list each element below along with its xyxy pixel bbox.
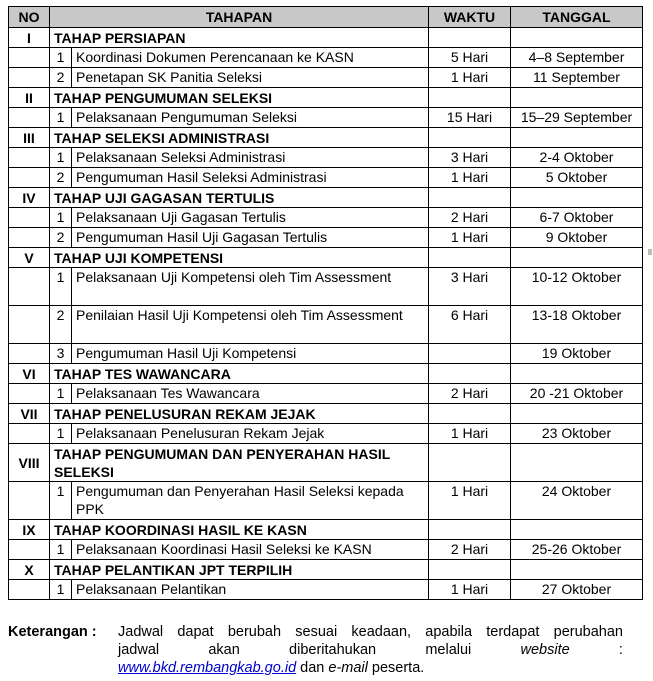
- activity-no-empty: [9, 228, 50, 248]
- stage-waktu-empty: [429, 560, 511, 580]
- stage-tanggal-empty: [511, 520, 643, 540]
- stage-title: TAHAP UJI GAGASAN TERTULIS: [50, 188, 429, 208]
- stage-number: VI: [9, 364, 50, 384]
- activity-name: Penetapan SK Panitia Seleksi: [72, 68, 429, 88]
- activity-row: [9, 148, 643, 168]
- activity-no-empty: [9, 540, 50, 560]
- stage-waktu-empty: [429, 188, 511, 208]
- activity-tanggal: 9 Oktober: [511, 228, 643, 248]
- activity-name: Pelaksanaan Tes Wawancara: [72, 384, 429, 404]
- activity-number: 1: [50, 424, 72, 444]
- stage-number: IX: [9, 520, 50, 540]
- note-line-2: [118, 641, 623, 659]
- note-body: [118, 623, 623, 677]
- website-link[interactable]: www.bkd.rembangkab.go.id: [118, 660, 297, 676]
- activity-waktu: 2 Hari: [429, 384, 511, 404]
- activity-row: [9, 580, 643, 600]
- stage-row: [9, 248, 643, 268]
- activity-name: Penilaian Hasil Uji Kompetensi oleh Tim Assessment: [72, 306, 429, 344]
- activity-number: 1: [50, 108, 72, 128]
- activity-no-empty: [9, 306, 50, 344]
- stage-waktu-empty: [429, 88, 511, 108]
- activity-row: [9, 384, 643, 404]
- header-tanggal: TANGGAL: [511, 7, 643, 28]
- activity-no-empty: [9, 148, 50, 168]
- activity-waktu: [429, 344, 511, 364]
- activity-tanggal: 20 -21 Oktober: [511, 384, 643, 404]
- activity-number: 1: [50, 482, 72, 520]
- stage-tanggal-empty: [511, 188, 643, 208]
- activity-waktu: 1 Hari: [429, 228, 511, 248]
- stage-row: [9, 444, 643, 482]
- note-email: e-mail: [328, 660, 368, 676]
- activity-name: Pelaksanaan Uji Kompetensi oleh Tim Assessment: [72, 268, 429, 306]
- note-label: Keterangan :: [8, 624, 97, 640]
- activity-waktu: 1 Hari: [429, 482, 511, 520]
- header-tahapan: TAHAPAN: [50, 7, 429, 28]
- stage-row: [9, 364, 643, 384]
- stage-waktu-empty: [429, 364, 511, 384]
- activity-no-empty: [9, 344, 50, 364]
- activity-name: Pelaksanaan Uji Gagasan Tertulis: [72, 208, 429, 228]
- activity-row: [9, 228, 643, 248]
- stage-title: TAHAP KOORDINASI HASIL KE KASN: [50, 520, 429, 540]
- stage-row: [9, 560, 643, 580]
- activity-number: 1: [50, 48, 72, 68]
- activity-no-empty: [9, 424, 50, 444]
- activity-waktu: 1 Hari: [429, 580, 511, 600]
- activity-tanggal: 25-26 Oktober: [511, 540, 643, 560]
- stage-number: VIII: [9, 444, 50, 482]
- activity-tanggal: 2-4 Oktober: [511, 148, 643, 168]
- activity-waktu: 2 Hari: [429, 540, 511, 560]
- activity-row: [9, 48, 643, 68]
- activity-number: 2: [50, 228, 72, 248]
- note-word: website: [520, 642, 570, 658]
- note-tail: peserta.: [367, 660, 425, 676]
- stage-number: IV: [9, 188, 50, 208]
- note-word: melalui: [425, 642, 472, 658]
- activity-row: [9, 208, 643, 228]
- activity-no-empty: [9, 108, 50, 128]
- schedule-table: [8, 6, 643, 600]
- stage-number: I: [9, 28, 50, 48]
- stage-row: [9, 188, 643, 208]
- activity-no-empty: [9, 384, 50, 404]
- stage-number: II: [9, 88, 50, 108]
- stage-number: X: [9, 560, 50, 580]
- activity-number: 1: [50, 540, 72, 560]
- activity-name: Pengumuman Hasil Seleksi Administrasi: [72, 168, 429, 188]
- stage-title: TAHAP SELEKSI ADMINISTRASI: [50, 128, 429, 148]
- stage-row: [9, 128, 643, 148]
- activity-tanggal: 11 September: [511, 68, 643, 88]
- stage-row: [9, 88, 643, 108]
- activity-number: 1: [50, 268, 72, 306]
- stage-tanggal-empty: [511, 560, 643, 580]
- stage-title: TAHAP PENGUMUMAN DAN PENYERAHAN HASIL SELEKSI: [50, 444, 429, 482]
- note-word: jadwal: [118, 642, 160, 658]
- activity-tanggal: 4–8 September: [511, 48, 643, 68]
- activity-row: [9, 68, 643, 88]
- activity-name: Pengumuman Hasil Uji Kompetensi: [72, 344, 429, 364]
- activity-name: Pelaksanaan Koordinasi Hasil Seleksi ke KASN: [72, 540, 429, 560]
- activity-waktu: 1 Hari: [429, 68, 511, 88]
- activity-name: Pelaksanaan Pengumuman Seleksi: [72, 108, 429, 128]
- activity-tanggal: 19 Oktober: [511, 344, 643, 364]
- activity-no-empty: [9, 68, 50, 88]
- stage-tanggal-empty: [511, 128, 643, 148]
- activity-number: 1: [50, 148, 72, 168]
- activity-name: Pengumuman Hasil Uji Gagasan Tertulis: [72, 228, 429, 248]
- activity-row: [9, 108, 643, 128]
- stage-title: TAHAP TES WAWANCARA: [50, 364, 429, 384]
- note-line-1: Jadwal dapat berubah sesuai keadaan, apabila terdapat perubahan: [118, 624, 623, 640]
- activity-number: 2: [50, 306, 72, 344]
- activity-name: Pelaksanaan Seleksi Administrasi: [72, 148, 429, 168]
- header-waktu: WAKTU: [429, 7, 511, 28]
- stage-tanggal-empty: [511, 28, 643, 48]
- activity-no-empty: [9, 268, 50, 306]
- stage-title: TAHAP PELANTIKAN JPT TERPILIH: [50, 560, 429, 580]
- activity-row: [9, 306, 643, 344]
- activity-row: [9, 268, 643, 306]
- activity-tanggal: 24 Oktober: [511, 482, 643, 520]
- activity-number: 1: [50, 580, 72, 600]
- stage-waktu-empty: [429, 520, 511, 540]
- stage-row: [9, 28, 643, 48]
- activity-no-empty: [9, 168, 50, 188]
- note-line-3: [118, 660, 424, 676]
- activity-waktu: 2 Hari: [429, 208, 511, 228]
- stage-tanggal-empty: [511, 404, 643, 424]
- stage-tanggal-empty: [511, 248, 643, 268]
- stage-number: V: [9, 248, 50, 268]
- stage-number: III: [9, 128, 50, 148]
- activity-tanggal: 13-18 Oktober: [511, 306, 643, 344]
- stage-number: VII: [9, 404, 50, 424]
- activity-waktu: 5 Hari: [429, 48, 511, 68]
- stage-waktu-empty: [429, 248, 511, 268]
- note-between: dan: [296, 660, 329, 676]
- activity-tanggal: 5 Oktober: [511, 168, 643, 188]
- activity-waktu: 15 Hari: [429, 108, 511, 128]
- activity-name: Pelaksanaan Pelantikan: [72, 580, 429, 600]
- activity-number: 1: [50, 208, 72, 228]
- activity-no-empty: [9, 48, 50, 68]
- activity-row: [9, 540, 643, 560]
- activity-row: [9, 168, 643, 188]
- activity-no-empty: [9, 208, 50, 228]
- activity-no-empty: [9, 482, 50, 520]
- page-edge-mark: [648, 249, 652, 255]
- activity-number: 2: [50, 168, 72, 188]
- header-no: NO: [9, 7, 50, 28]
- stage-waktu-empty: [429, 404, 511, 424]
- stage-waktu-empty: [429, 444, 511, 482]
- activity-waktu: 1 Hari: [429, 424, 511, 444]
- activity-tanggal: 10-12 Oktober: [511, 268, 643, 306]
- stage-row: [9, 404, 643, 424]
- activity-tanggal: 15–29 September: [511, 108, 643, 128]
- activity-number: 1: [50, 384, 72, 404]
- stage-tanggal-empty: [511, 88, 643, 108]
- activity-number: 3: [50, 344, 72, 364]
- stage-waktu-empty: [429, 128, 511, 148]
- activity-number: 2: [50, 68, 72, 88]
- activity-tanggal: 27 Oktober: [511, 580, 643, 600]
- activity-tanggal: 23 Oktober: [511, 424, 643, 444]
- activity-name: Pelaksanaan Penelusuran Rekam Jejak: [72, 424, 429, 444]
- stage-row: [9, 520, 643, 540]
- stage-waktu-empty: [429, 28, 511, 48]
- note-word: :: [618, 642, 623, 658]
- table-header-row: [9, 7, 643, 28]
- activity-waktu: 6 Hari: [429, 306, 511, 344]
- activity-name: Pengumuman dan Penyerahan Hasil Seleksi kepada PPK: [72, 482, 429, 520]
- activity-row: [9, 424, 643, 444]
- stage-title: TAHAP PENELUSURAN REKAM JEJAK: [50, 404, 429, 424]
- activity-waktu: 3 Hari: [429, 268, 511, 306]
- activity-row: [9, 344, 643, 364]
- stage-title: TAHAP UJI KOMPETENSI: [50, 248, 429, 268]
- activity-name: Koordinasi Dokumen Perencanaan ke KASN: [72, 48, 429, 68]
- activity-row: [9, 482, 643, 520]
- stage-title: TAHAP PERSIAPAN: [50, 28, 429, 48]
- stage-tanggal-empty: [511, 364, 643, 384]
- note-word: akan: [208, 642, 240, 658]
- activity-tanggal: 6-7 Oktober: [511, 208, 643, 228]
- activity-waktu: 3 Hari: [429, 148, 511, 168]
- stage-title: TAHAP PENGUMUMAN SELEKSI: [50, 88, 429, 108]
- activity-waktu: 1 Hari: [429, 168, 511, 188]
- note-word: diberitahukan: [289, 642, 377, 658]
- stage-tanggal-empty: [511, 444, 643, 482]
- activity-no-empty: [9, 580, 50, 600]
